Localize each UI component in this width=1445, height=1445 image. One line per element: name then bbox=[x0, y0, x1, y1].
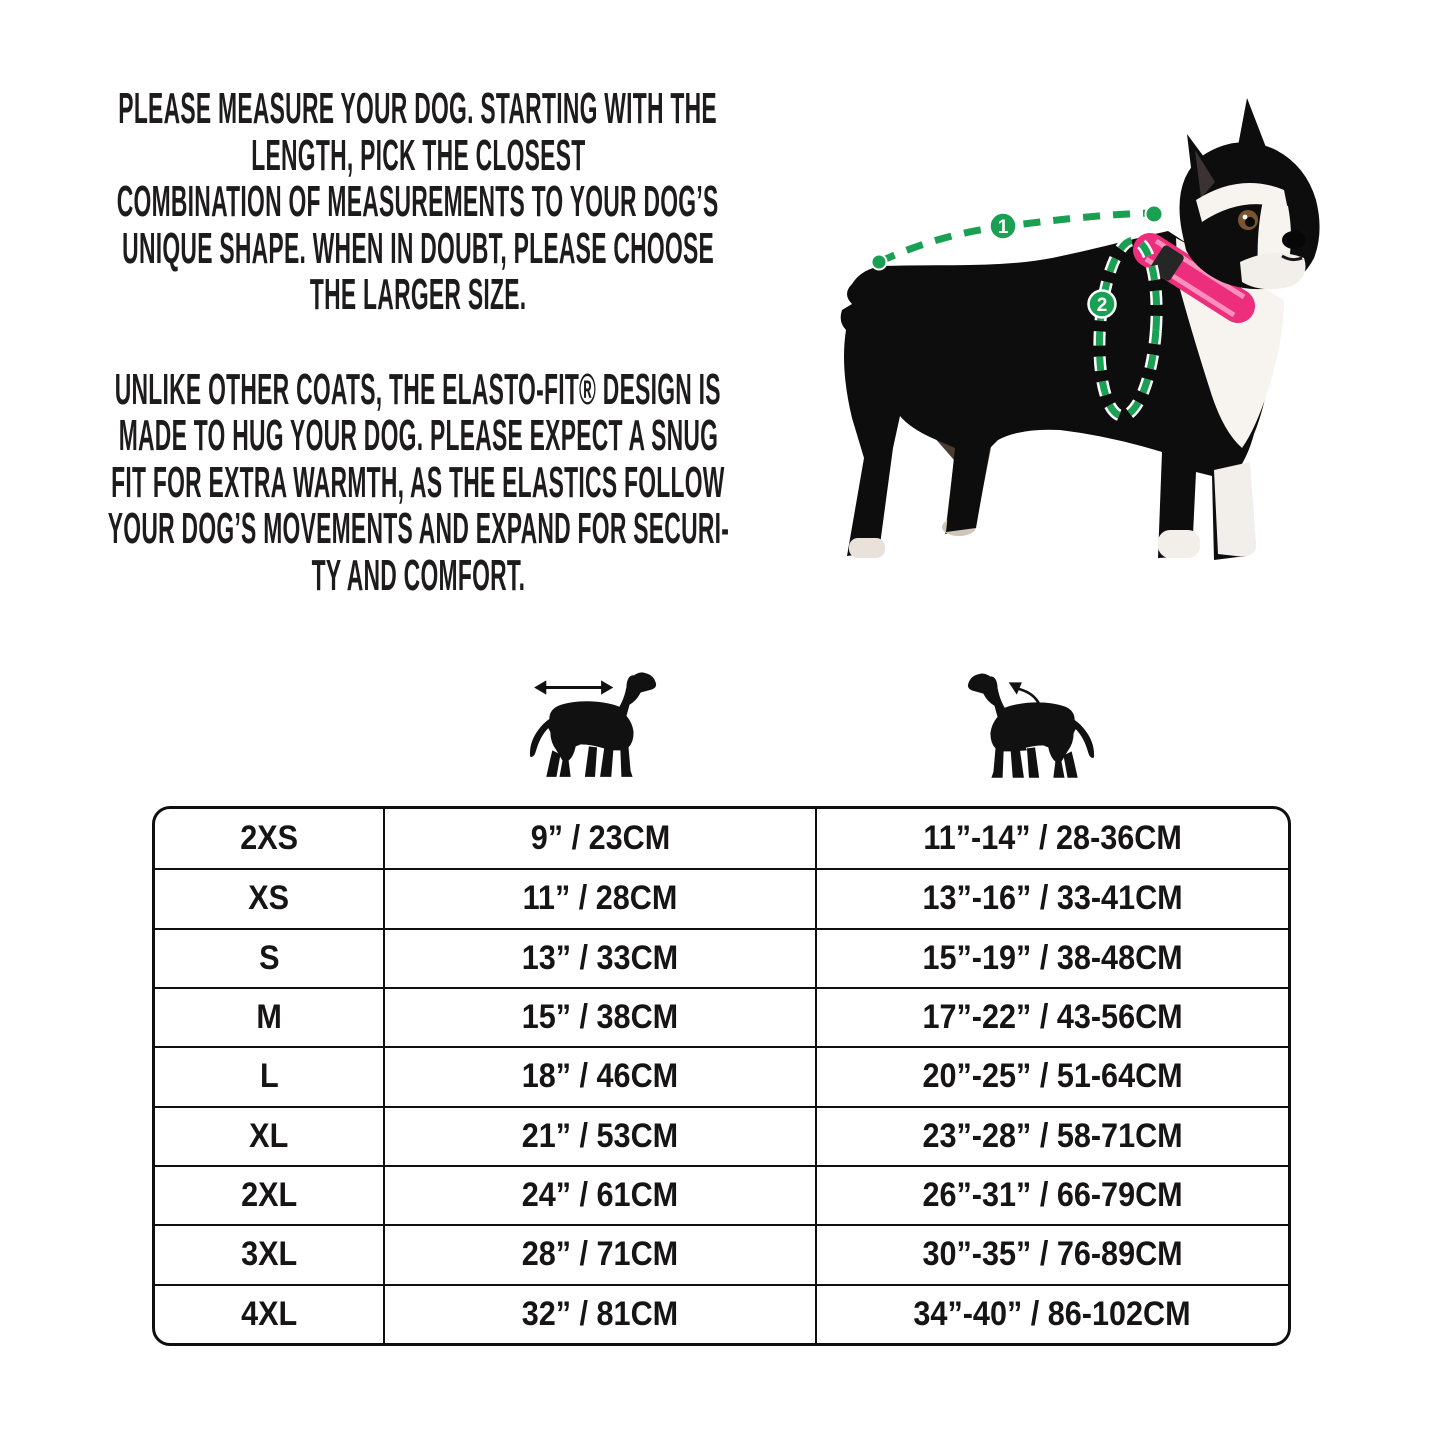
size-cell: 4XL bbox=[155, 1284, 383, 1343]
length-cell: 32” / 81CM bbox=[383, 1284, 815, 1343]
girth-cell: 26”-31” / 66-79CM bbox=[815, 1165, 1288, 1224]
length-cell: 21” / 53CM bbox=[383, 1106, 815, 1165]
girth-cell: 13”-16” / 33-41CM bbox=[815, 868, 1288, 927]
length-cell: 28” / 71CM bbox=[383, 1224, 815, 1283]
marker-2-badge bbox=[1089, 291, 1116, 318]
size-cell: M bbox=[155, 987, 383, 1046]
instruction-line: THE LARGER SIZE. bbox=[309, 270, 527, 319]
intro-text bbox=[88, 86, 748, 599]
dog-measurement-photo bbox=[830, 85, 1390, 595]
girth-cell: 34”-40” / 86-102CM bbox=[815, 1284, 1288, 1343]
size-cell: XL bbox=[155, 1106, 383, 1165]
size-cell: 2XL bbox=[155, 1165, 383, 1224]
size-cell: S bbox=[155, 928, 383, 987]
girth-cell: 11”-14” / 28-36CM bbox=[815, 809, 1288, 868]
size-table bbox=[152, 806, 1291, 1346]
instruction-line: COMBINATION OF MEASUREMENTS TO YOUR DOG’S bbox=[117, 177, 719, 226]
size-cell: XS bbox=[155, 868, 383, 927]
girth-cell: 20”-25” / 51-64CM bbox=[815, 1046, 1288, 1105]
length-cell: 11” / 28CM bbox=[383, 868, 815, 927]
note-line: TY AND COMFORT. bbox=[311, 550, 525, 600]
dog-head bbox=[1180, 98, 1320, 289]
girth-cell: 15”-19” / 38-48CM bbox=[815, 928, 1288, 987]
elasto-fit-note bbox=[88, 364, 748, 600]
size-cell: L bbox=[155, 1046, 383, 1105]
instruction-line: UNIQUE SHAPE. WHEN IN DOUBT, PLEASE CHOOSE bbox=[122, 223, 714, 273]
length-cell: 24” / 61CM bbox=[383, 1165, 815, 1224]
length-cell: 9” / 23CM bbox=[383, 809, 815, 868]
note-line: YOUR DOG’S MOVEMENTS AND EXPAND FOR SECURI- bbox=[107, 504, 729, 553]
note-line: UNLIKE OTHER COATS, THE ELASTO-FIT® DESIGN IS bbox=[114, 364, 722, 414]
girth-dog-icon bbox=[962, 664, 1098, 782]
marker-2-number: 2 bbox=[1096, 295, 1108, 316]
dog-nose bbox=[1282, 231, 1306, 249]
marker-1-number: 1 bbox=[997, 217, 1009, 238]
length-cell: 15” / 38CM bbox=[383, 987, 815, 1046]
girth-cell: 30”-35” / 76-89CM bbox=[815, 1224, 1288, 1283]
note-line: MADE TO HUG YOUR DOG. PLEASE EXPECT A SNUG bbox=[118, 411, 718, 460]
size-cell: 3XL bbox=[155, 1224, 383, 1283]
instruction-line: PLEASE MEASURE YOUR DOG. STARTING WITH THE bbox=[118, 84, 718, 133]
length-dog-icon bbox=[528, 664, 660, 782]
instruction-line: LENGTH, PICK THE CLOSEST bbox=[250, 130, 586, 180]
marker-1-badge bbox=[990, 213, 1017, 240]
length-cell: 18” / 46CM bbox=[383, 1046, 815, 1105]
note-line: FIT FOR EXTRA WARMTH, AS THE ELASTICS FOLLOW bbox=[111, 457, 725, 507]
girth-cell: 17”-22” / 43-56CM bbox=[815, 987, 1288, 1046]
measuring-instructions bbox=[88, 86, 748, 319]
length-arrow-icon bbox=[534, 680, 613, 694]
dog-far-ear bbox=[1232, 98, 1274, 178]
size-cell: 2XS bbox=[240, 819, 298, 858]
length-cell: 13” / 33CM bbox=[383, 928, 815, 987]
girth-cell: 23”-28” / 58-71CM bbox=[815, 1106, 1288, 1165]
